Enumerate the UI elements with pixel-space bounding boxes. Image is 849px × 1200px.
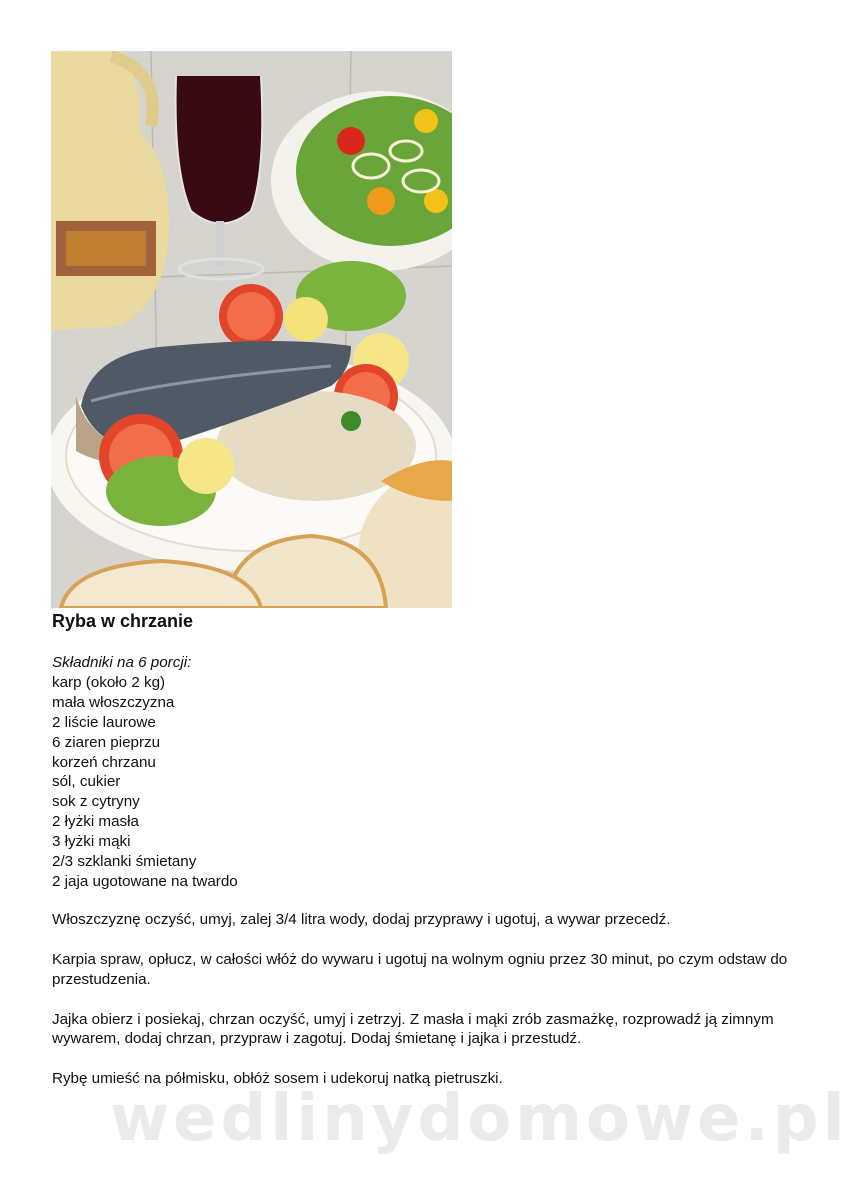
ingredient-item: 2 jaja ugotowane na twardo: [52, 872, 238, 890]
step-paragraph: Karpia spraw, opłucz, w całości włóż do wywaru i ugotuj na wolnym ogniu przez 30 minut, po czym odstaw do przestudzenia.: [52, 950, 788, 988]
ingredient-item: 2/3 szklanki śmietany: [52, 853, 197, 871]
step-paragraph: Jajka obierz i posiekaj, chrzan oczyść, umyj i zetrzyj. Z masła i mąki zrób zasmażkę, rozprowadź ją zimnym wywarem, dodaj chrzan, przypraw i zagotuj. Dodaj śmietanę i jajka i przestudź.: [52, 1010, 774, 1048]
ingredient-item: 3 łyżki mąki: [52, 833, 131, 851]
site-watermark: wedlinydomowe.pl: [110, 1082, 849, 1156]
ingredients-list: [52, 673, 812, 892]
ingredient-item: sok z cytryny: [52, 793, 140, 811]
step-paragraph: Włoszczyznę oczyść, umyj, zalej 3/4 litra wody, dodaj przyprawy i ugotuj, a wywar przecedź.: [52, 911, 671, 928]
recipe-title: Ryba w chrzanie: [52, 611, 194, 631]
ingredient-item: 6 ziaren pieprzu: [52, 733, 161, 751]
ingredients-section: [52, 653, 812, 892]
ingredients-heading: Składniki na 6 porcji:: [52, 654, 192, 671]
fish-dish-photo-icon: [51, 51, 452, 608]
preparation-steps: [52, 910, 792, 1109]
recipe-photo: [51, 51, 452, 608]
ingredient-item: sól, cukier: [52, 773, 121, 791]
ingredient-item: karp (około 2 kg): [52, 673, 166, 691]
step-paragraph: Rybę umieść na półmisku, obłóż sosem i udekoruj natką pietruszki.: [52, 1070, 503, 1088]
ingredient-item: mała włoszczyzna: [52, 693, 175, 711]
ingredient-item: 2 łyżki masła: [52, 813, 139, 831]
ingredient-item: korzeń chrzanu: [52, 753, 156, 771]
ingredient-item: 2 liście laurowe: [52, 713, 156, 731]
